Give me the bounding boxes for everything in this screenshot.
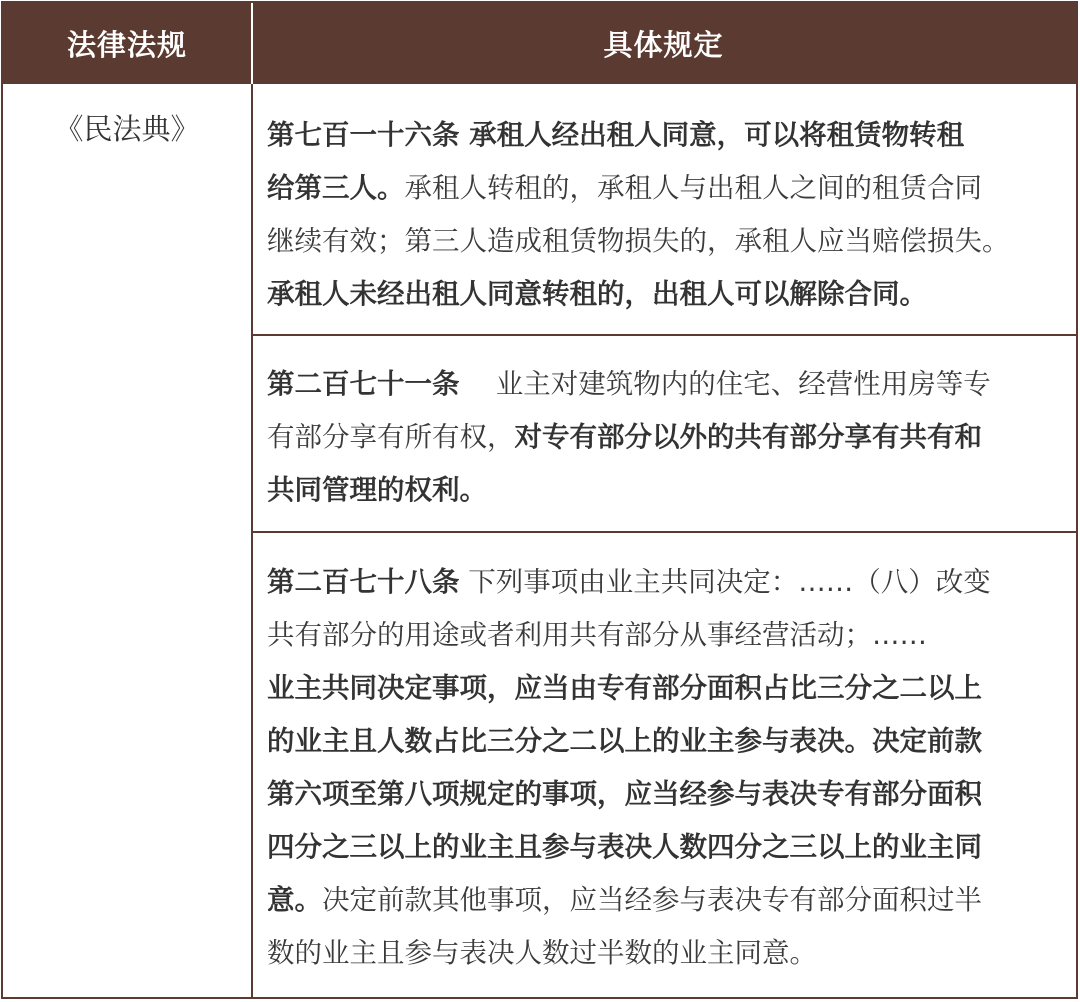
text-run: 下列事项由业主共同决定：……（八）改变 <box>459 566 991 598</box>
bold-text-run: 承租人未经出租人同意转租的，出租人可以解除合同。 <box>267 278 927 310</box>
row-divider <box>253 334 1076 336</box>
provision-line <box>267 927 1062 980</box>
bold-text-run: 共同管理的权利。 <box>267 474 487 506</box>
provision-278 <box>253 556 1076 980</box>
bold-text-run: 四分之三以上的业主且参与表决人数四分之三以上的业主同 <box>267 831 982 863</box>
law-table <box>1 1 1078 999</box>
text-run: 有部分享有所有权， <box>267 421 515 453</box>
text-run: 承租人转租的，承租人与出租人之间的租赁合同 <box>404 172 982 204</box>
law-name-cell: 《民法典》 <box>54 112 200 146</box>
text-run: 继续有效；第三人造成租赁物损失的，承租人应当赔偿损失。 <box>267 225 1010 257</box>
provision-line <box>267 358 1062 411</box>
provision-line <box>267 715 1062 768</box>
provision-716 <box>253 109 1076 321</box>
bold-text-run: 第七百一十六条 承租人经出租人同意，可以将租赁物转租 <box>267 119 965 151</box>
bold-text-run: 的业主且人数占比三分之二以上的业主参与表决。决定前款 <box>267 725 982 757</box>
bold-text-run: 第二百七十一条 <box>267 368 460 400</box>
bold-text-run: 第二百七十八条 <box>267 566 460 598</box>
provision-line <box>267 821 1062 874</box>
provision-line <box>267 662 1062 715</box>
provision-line <box>267 768 1062 821</box>
header-provision-column: 具体规定 <box>603 28 724 62</box>
provision-line <box>267 215 1062 268</box>
bold-text-run: 第六项至第八项规定的事项，应当经参与表决专有部分面积 <box>267 778 982 810</box>
bold-text-run: 业主共同决定事项，应当由专有部分面积占比三分之二以上 <box>267 672 982 704</box>
bold-text-run: 意。 <box>267 884 322 916</box>
provision-line <box>267 162 1062 215</box>
bold-text-run: 给第三人。 <box>267 172 405 204</box>
provision-line <box>267 268 1062 321</box>
provision-line <box>267 464 1062 517</box>
text-run: 共有部分的用途或者利用共有部分从事经营活动；…… <box>267 619 927 651</box>
row-divider <box>253 531 1076 533</box>
text-run: 决定前款其他事项，应当经参与表决专有部分面积过半 <box>322 884 982 916</box>
provision-line <box>267 411 1062 464</box>
provision-line <box>267 609 1062 662</box>
header-law-column: 法律法规 <box>66 28 187 62</box>
text-run: 数的业主且参与表决人数过半数的业主同意。 <box>267 937 817 969</box>
provision-271 <box>253 358 1076 517</box>
text-run: 业主对建筑物内的住宅、经营性用房等专 <box>459 368 991 400</box>
provision-line <box>267 109 1062 162</box>
provision-line <box>267 556 1062 609</box>
bold-text-run: 对专有部分以外的共有部分享有共有和 <box>514 421 982 453</box>
provision-line <box>267 874 1062 927</box>
table-header-row <box>3 3 1076 84</box>
